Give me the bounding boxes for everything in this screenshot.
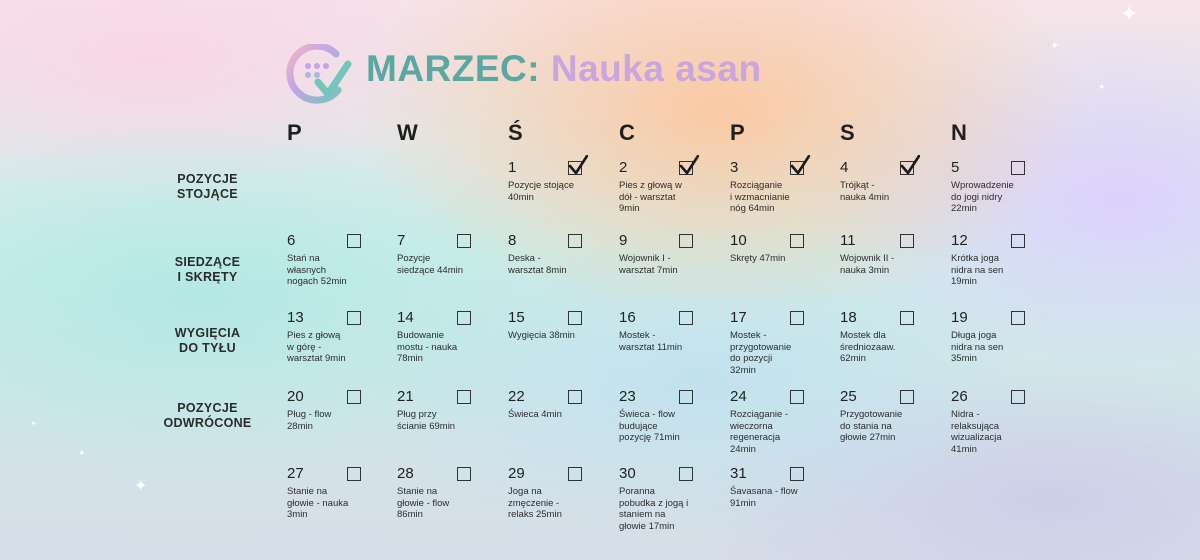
row-label-line: I SKRĘTY <box>177 270 238 284</box>
calendar-heart-logo-icon <box>284 44 352 106</box>
day-number: 18 <box>840 309 857 326</box>
session-description-line: pobudka z jogą i <box>619 497 689 509</box>
session-description-line: nauka 4min <box>840 191 890 203</box>
session-description-line: do jogi nidry <box>951 191 1003 203</box>
session-description <box>840 180 938 203</box>
day-number: 22 <box>508 388 525 405</box>
session-description-line: 3min <box>287 509 308 520</box>
checkbox-icon[interactable] <box>900 311 914 325</box>
calendar-day-cell <box>508 465 612 535</box>
calendar-day-cell <box>508 232 612 302</box>
calendar-day-cell <box>619 309 723 379</box>
session-description-line: Mostek - <box>619 330 656 341</box>
day-number: 21 <box>397 388 414 405</box>
row-label <box>140 172 275 202</box>
day-number: 25 <box>840 388 857 405</box>
session-description <box>287 409 385 432</box>
session-description-line: mostu - nauka <box>397 341 458 353</box>
session-description <box>951 409 1049 455</box>
session-description-line: 62min <box>840 353 866 364</box>
session-description-line: Nidra - <box>951 409 980 420</box>
session-description-line: Przygotowanie <box>840 409 903 420</box>
calendar-day-cell <box>287 232 391 302</box>
checkbox-icon[interactable] <box>457 467 471 481</box>
session-description-line: Poranna <box>619 486 655 497</box>
session-description-line: średniozaaw. <box>840 341 896 353</box>
calendar-day-cell <box>287 465 391 535</box>
session-description-line: Wprowadzenie <box>951 180 1014 191</box>
checkbox-icon[interactable] <box>790 311 804 325</box>
calendar-day-cell <box>287 309 391 379</box>
calendar-day-cell <box>951 232 1055 302</box>
checkmark-icon <box>790 155 810 175</box>
day-number: 27 <box>287 465 304 482</box>
session-description <box>508 180 606 203</box>
checkbox-icon[interactable] <box>679 467 693 481</box>
calendar-day-cell <box>397 388 501 458</box>
session-description-line: Stanie na <box>397 486 438 497</box>
calendar-day-cell <box>951 159 1055 229</box>
calendar-day-cell <box>840 159 944 229</box>
session-description <box>951 253 1049 288</box>
session-description-line: budujące <box>619 420 658 432</box>
session-description-line: 91min <box>730 497 756 509</box>
sparkle-icon: ✦ <box>1120 2 1139 27</box>
checkbox-icon[interactable] <box>790 161 804 175</box>
session-description-line: ścianie 69min <box>397 420 456 432</box>
calendar-day-cell <box>951 309 1055 379</box>
checkbox-icon[interactable] <box>1011 161 1025 175</box>
session-description-line: Pies z głową w <box>619 180 682 191</box>
session-description-line: Śavasana - flow <box>730 486 798 497</box>
session-description-line: Rozciąganie <box>730 180 783 191</box>
day-number: 24 <box>730 388 747 405</box>
day-header: N <box>951 120 967 145</box>
day-number: 26 <box>951 388 968 405</box>
checkmark-icon <box>568 155 588 175</box>
session-description-line: warsztat 9min <box>287 353 346 364</box>
session-description <box>508 330 606 342</box>
session-description-line: głowie - nauka <box>287 497 349 509</box>
sparkle-icon: ✦ <box>30 419 37 428</box>
checkbox-icon[interactable] <box>1011 234 1025 248</box>
checkbox-icon[interactable] <box>679 161 693 175</box>
session-description-line: relaks 25min <box>508 509 562 520</box>
calendar-day-cell <box>840 388 944 458</box>
checkmark-icon <box>900 155 920 175</box>
session-description-line: nidra na sen <box>951 341 1004 353</box>
calendar-day-cell <box>619 388 723 458</box>
day-number: 17 <box>730 309 747 326</box>
day-header: P <box>287 120 302 145</box>
session-description-line: przygotowanie <box>730 341 792 353</box>
session-description-line: 19min <box>951 276 977 287</box>
session-description-line: Deska - <box>508 253 541 264</box>
day-number: 7 <box>397 232 406 249</box>
session-description <box>730 180 828 215</box>
row-label-line: SIEDZĄCE <box>174 255 241 269</box>
day-number: 10 <box>730 232 747 249</box>
day-number: 20 <box>287 388 304 405</box>
session-description <box>397 330 495 365</box>
day-number: 16 <box>619 309 636 326</box>
session-description-line: relaksująca <box>951 420 1000 432</box>
session-description-line: Joga na <box>508 486 542 497</box>
session-description-line: Wojownik I - <box>619 253 671 264</box>
day-number: 23 <box>619 388 636 405</box>
session-description-line: Rozciąganie - <box>730 409 789 420</box>
session-description <box>397 486 495 521</box>
calendar-day-cell <box>730 465 834 535</box>
session-description-line: do stania na <box>840 420 892 432</box>
session-description-line: nauka 3min <box>840 264 890 276</box>
page-title <box>366 48 762 90</box>
session-description-line: staniem na <box>619 509 666 520</box>
calendar-day-cell <box>508 388 612 458</box>
session-description <box>397 409 495 432</box>
session-description-line: i wzmacnianie <box>730 191 790 203</box>
day-number: 1 <box>508 159 517 176</box>
session-description-line: Stań na <box>287 253 320 264</box>
session-description-line: siedzące 44min <box>397 264 464 276</box>
session-description-line: pozycję 71min <box>619 432 680 443</box>
session-description-line: 41min <box>951 443 977 455</box>
session-description-line: nogach 52min <box>287 276 347 287</box>
session-description-line: 22min <box>951 203 977 214</box>
checkbox-icon[interactable] <box>457 390 471 404</box>
session-description-line: głowie - flow <box>397 497 450 509</box>
day-header: C <box>619 120 635 145</box>
session-description-line: Skręty 47min <box>730 253 786 264</box>
session-description-line: Świeca 4min <box>508 409 562 420</box>
session-description-line: Długa joga <box>951 330 997 341</box>
calendar-day-cell <box>730 388 834 458</box>
session-description-line: warsztat 8min <box>508 264 567 276</box>
plan-subject: Nauka asan <box>550 48 762 89</box>
checkbox-icon[interactable] <box>1011 311 1025 325</box>
day-number: 5 <box>951 159 960 176</box>
session-description-line: wizualizacja <box>951 432 1002 443</box>
day-header: P <box>730 120 745 145</box>
checkbox-icon[interactable] <box>900 234 914 248</box>
session-description-line: 9min <box>619 203 640 214</box>
checkbox-icon[interactable] <box>568 390 582 404</box>
row-label-line: STOJĄCE <box>177 187 238 201</box>
day-header: S <box>840 120 855 145</box>
sparkle-icon: ✦ <box>1098 83 1106 93</box>
session-description-line: Budowanie <box>397 330 445 341</box>
day-number: 6 <box>287 232 296 249</box>
day-number: 11 <box>840 232 856 249</box>
session-description-line: Pies z głową <box>287 330 341 341</box>
day-number: 12 <box>951 232 968 249</box>
session-description-line: 28min <box>287 420 313 432</box>
row-label-line: ODWRÓCONE <box>163 416 252 430</box>
session-description-line: Pług przy <box>397 409 437 420</box>
session-description-line: Pług - flow <box>287 409 332 420</box>
day-number: 28 <box>397 465 414 482</box>
calendar-day-cell <box>619 159 723 229</box>
session-description-line: 35min <box>951 353 977 364</box>
session-description-line: Stanie na <box>287 486 328 497</box>
session-description <box>730 409 828 455</box>
calendar-day-cell <box>730 309 834 379</box>
session-description-line: nóg 64min <box>730 203 775 214</box>
session-description <box>508 253 606 276</box>
session-description-line: głowie 17min <box>619 520 675 532</box>
session-description <box>619 253 717 276</box>
session-description <box>951 330 1049 365</box>
row-label-line: POZYCJE <box>177 172 238 186</box>
calendar-day-cell <box>730 232 834 302</box>
session-description-line: Pozycje <box>397 253 431 264</box>
session-description <box>508 486 606 521</box>
session-description <box>619 330 717 353</box>
session-description-line: 32min <box>730 364 756 376</box>
checkbox-icon[interactable] <box>568 161 582 175</box>
checkbox-icon[interactable] <box>347 390 361 404</box>
calendar-day-cell <box>397 465 501 535</box>
calendar-day-cell <box>508 309 612 379</box>
month-name: MARZEC: <box>366 48 541 89</box>
session-description <box>730 330 828 376</box>
session-description <box>951 180 1049 215</box>
session-description-line: 78min <box>397 353 423 364</box>
session-description-line: Wygięcia 38min <box>508 330 575 341</box>
checkbox-icon[interactable] <box>347 467 361 481</box>
session-description <box>508 409 606 421</box>
session-description-line: zmęczenie - <box>508 497 560 509</box>
session-description-line: regeneracja <box>730 432 781 443</box>
day-number: 2 <box>619 159 628 176</box>
calendar-day-cell <box>730 159 834 229</box>
session-description-line: Pozycje stojące <box>508 180 575 191</box>
session-description <box>397 253 495 276</box>
day-header: W <box>397 120 418 145</box>
checkbox-icon[interactable] <box>679 311 693 325</box>
sparkle-icon: ✦ <box>1050 39 1060 52</box>
session-description-line: 86min <box>397 509 423 520</box>
calendar-day-cell <box>619 465 723 535</box>
checkbox-icon[interactable] <box>1011 390 1025 404</box>
session-description-line: własnych <box>287 264 327 276</box>
day-number: 30 <box>619 465 636 482</box>
checkbox-icon[interactable] <box>568 311 582 325</box>
checkmark-icon <box>679 155 699 175</box>
day-number: 8 <box>508 232 517 249</box>
session-description-line: warsztat 7min <box>619 264 678 276</box>
session-description-line: Krótka joga <box>951 253 1000 264</box>
session-description-line: Mostek dla <box>840 330 886 341</box>
checkbox-icon[interactable] <box>790 390 804 404</box>
session-description <box>287 486 385 521</box>
session-description-line: Świeca - flow <box>619 409 675 420</box>
session-description <box>287 330 385 365</box>
calendar-day-cell <box>619 232 723 302</box>
row-label-line: POZYCJE <box>177 401 238 415</box>
day-number: 3 <box>730 159 739 176</box>
calendar-day-cell <box>840 309 944 379</box>
day-number: 31 <box>730 465 747 482</box>
checkbox-icon[interactable] <box>790 234 804 248</box>
checkbox-icon[interactable] <box>347 234 361 248</box>
day-number: 4 <box>840 159 849 176</box>
checkbox-icon[interactable] <box>457 234 471 248</box>
session-description-line: nidra na sen <box>951 264 1004 276</box>
checkbox-icon[interactable] <box>679 390 693 404</box>
checkbox-icon[interactable] <box>900 390 914 404</box>
session-description <box>840 330 938 365</box>
checkbox-icon[interactable] <box>568 467 582 481</box>
sparkle-icon: ✦ <box>134 476 148 495</box>
session-description-line: wieczorna <box>730 420 773 432</box>
row-label <box>140 326 275 356</box>
session-description-line: warsztat 11min <box>619 341 683 353</box>
calendar-day-cell <box>840 232 944 302</box>
day-number: 19 <box>951 309 968 326</box>
session-description-line: w górę - <box>287 341 322 353</box>
checkbox-icon[interactable] <box>900 161 914 175</box>
calendar-day-cell <box>397 309 501 379</box>
session-description-line: 24min <box>730 443 756 455</box>
session-description <box>287 253 385 288</box>
day-number: 15 <box>508 309 525 326</box>
day-number: 29 <box>508 465 525 482</box>
calendar-day-cell <box>951 388 1055 458</box>
checkbox-icon[interactable] <box>457 311 471 325</box>
row-label <box>140 255 275 285</box>
session-description <box>619 409 717 444</box>
day-header: Ś <box>508 120 523 145</box>
day-number: 14 <box>397 309 414 326</box>
session-description <box>730 253 828 265</box>
checkbox-icon[interactable] <box>679 234 693 248</box>
day-number: 13 <box>287 309 304 326</box>
session-description <box>730 486 828 509</box>
row-label-line: DO TYŁU <box>179 341 236 355</box>
session-description-line: Mostek - <box>730 330 767 341</box>
session-description <box>840 253 938 276</box>
day-number: 9 <box>619 232 628 249</box>
session-description-line: do pozycji <box>730 353 773 364</box>
session-description-line: głowie 27min <box>840 432 896 443</box>
sparkle-icon: ✦ <box>78 449 86 459</box>
session-description-line: Trójkąt - <box>840 180 875 191</box>
session-description-line: Wojownik II - <box>840 253 895 264</box>
checkbox-icon[interactable] <box>790 467 804 481</box>
checkbox-icon[interactable] <box>568 234 582 248</box>
calendar-day-cell <box>508 159 612 229</box>
session-description-line: dół - warsztat <box>619 191 676 203</box>
calendar-day-cell <box>287 388 391 458</box>
checkbox-icon[interactable] <box>347 311 361 325</box>
session-description <box>840 409 938 444</box>
row-label-line: WYGIĘCIA <box>174 326 241 340</box>
row-label <box>140 401 275 431</box>
session-description <box>619 180 717 215</box>
calendar-day-cell <box>397 232 501 302</box>
session-description-line: 40min <box>508 191 534 203</box>
session-description <box>619 486 717 532</box>
